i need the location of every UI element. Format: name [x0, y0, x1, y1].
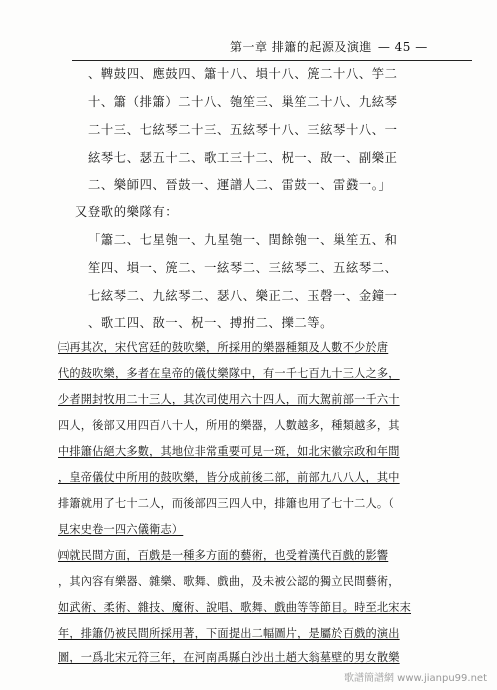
- text-line: 七絃琴二、九絃琴二、瑟八、樂正二、玉磬一、金鐘一: [88, 289, 398, 303]
- text-line: ㈣就民間方面，百戲是一種多方面的藝術，也受着漢代百戲的影響: [58, 549, 389, 562]
- text-line: 代的鼓吹樂，多者在皇帝的儀仗樂隊中，有一千七百九十三人之多，: [58, 367, 400, 380]
- text-line: 見宋史卷一四六儀衛志）: [58, 523, 184, 536]
- text-line: 二十三、七絃琴二十三、五絃琴十八、三絃琴十八、一: [88, 123, 398, 137]
- text-line: 如武術、柔術、雜技、魔術、說唱、歌舞、戲曲等等節目。時至北宋末: [58, 601, 412, 614]
- text-line: 絃琴七、瑟五十二、歌工三十二、柷一、敔一、副樂正: [88, 151, 398, 165]
- text-line: ，其內容有樂器、雜樂、歌舞、戲曲，及未被公認的獨立民間藝術，: [58, 575, 400, 588]
- text-line: 二、樂師四、晉鼓一、運譜人二、雷鼓一、雷鼗一。」: [88, 178, 392, 192]
- text-line: ，皇帝儀仗中所用的鼓吹樂，皆分成前後二部，前部九八八人，其中: [58, 471, 400, 484]
- text-line: 、鞞鼓四、應鼓四、簫十八、塤十八、箎二十八、竽二: [88, 67, 398, 81]
- text-line: 中排簫佔絕大多數，其地位非常重要可見一斑，如北宋徽宗政和年間: [58, 445, 400, 458]
- text-line: 少者開封牧用二十三人，其次司使用六十四人，而大駕前部一千六十: [58, 393, 400, 406]
- text-line: 、歌工四、敔一、柷一、搏拊二、擽二等。: [88, 316, 334, 330]
- text-line: 年，排簫仍被民間所採用著，下面提出二幅圖片，是屬於百戲的演出: [58, 627, 400, 640]
- text-line: 「簫二、七星匏一、九星匏一、閏餘匏一、巢笙五、和: [88, 233, 398, 247]
- page-number: — 45 —: [377, 40, 428, 54]
- chapter-title: 第一章 排簫的起源及演進: [230, 40, 372, 54]
- text-line: ㈢再其次，宋代宮廷的鼓吹樂，所採用的樂器種類及人數不少於唐: [58, 341, 389, 354]
- text-line: 排簫就用了七十二人，而後部四三四人中，排簫也用了七十二人。（: [58, 497, 395, 510]
- site-watermark: 歌譜簡譜網 www.jianpu99.net: [344, 673, 487, 684]
- text-line: 圖，一爲北宋元符三年，在河南禹縣白沙出土趙大翁墓壁的男女散樂: [58, 651, 400, 664]
- text-line: 四人，後部又用四百八十人，所用的樂器，人數越多，種類越多，其: [58, 419, 400, 432]
- text-line: 笙四、塤一、箎二、一絃琴二、三絃琴二、五絃琴二、: [88, 261, 398, 275]
- text-line: 又登歌的樂隊有：: [75, 205, 179, 219]
- text-line: 十、簫（排簫）二十八、匏笙三、巢笙二十八、九絃琴: [88, 95, 398, 109]
